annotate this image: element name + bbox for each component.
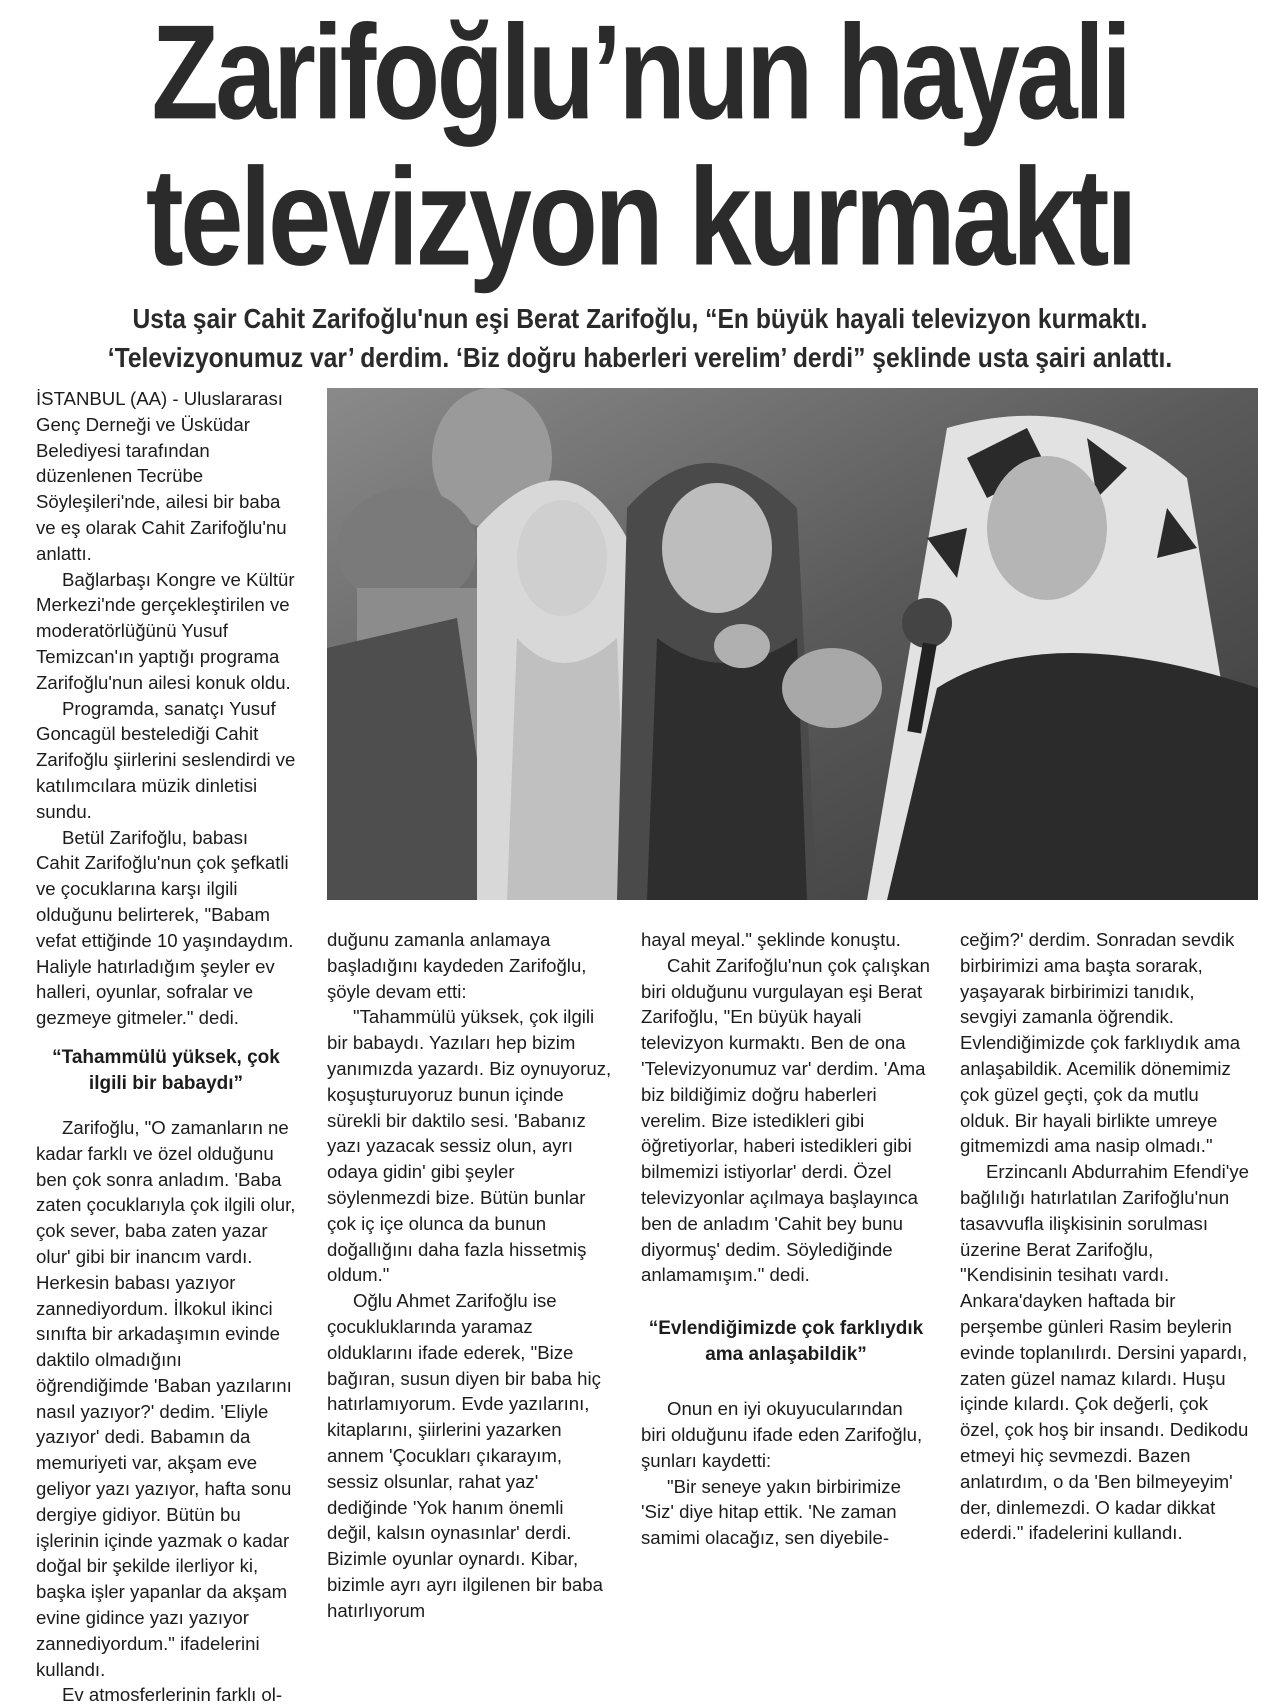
photo-illustration: [327, 388, 1258, 900]
article-column-2: [327, 927, 612, 1624]
paragraph: "Tahammülü yüksek, çok ilgili bir babaydı. Yazıları hep bizim yanımızda yazardı. Biz oynuyoruz, koşuşturuyoruz bunun içinde sürekli bir daktilo sesi. 'Babanız yazı yazacak sessiz olun, ayrı odaya gidin' gibi şeyler söylenmezdi bize. Bütün bunlar çok iç içe olunca da bunun doğallığını daha fazla hissetmiş oldum.": [327, 1006, 612, 1286]
paragraph: Betül Zarifoğlu, babası Cahit Zarifoğlu'nun çok şefkatli ve çocuklarına karşı ilgili olduğunu belirterek, "Babam vefat ettiğinde 10 yaşındaydım. Haliyle hatırladığım şeyler ev halleri, oyunlar, sofralar ve gezmeye gitmeler." dedi.: [36, 826, 294, 1029]
paragraph: Erzincanlı Abdurrahim Efendi'ye bağlılığı hatırlatılan Zarifoğlu'nun tasavvufla ilişkisinin sorulması üzerine Berat Zarifoğlu, "Kendisinin tesihatı vardı. Ankara'dayken haftada bir perşembe günleri Rasim beylerin evinde toplanılırdı. Dersini yapardı, zaten güzel namaz kılardı. Huşu içinde kılardı. Çok değerli, çok özel, çok hoş bir insandı. Dedikodu etmeyi hiç sevmezdi. Bazen anlatırdım, o da 'Ben bilmeyeyim' der, dinlemezdi. O kadar dikkat ederdi." ifadelerini kullandı.: [960, 1161, 1249, 1544]
subheadline-line-2: ‘Televizyonumuz var’ derdim. ‘Biz doğru haberleri verelim’ derdi” şeklinde usta şairi anlattı.: [107, 342, 1173, 373]
paragraph: duğunu zamanla anlamaya başladığını kaydeden Zarifoğlu, şöyle devam etti:: [327, 929, 587, 1002]
headline-line-2: televizyon kurmaktı: [145, 139, 1135, 294]
paragraph: Onun en iyi okuyucularından biri olduğunu ifade eden Zarifoğlu, şunları kaydetti:: [641, 1398, 923, 1471]
paragraph: Cahit Zarifoğlu'nun çok çalışkan biri olduğunu vurgulayan eşi Berat Zarifoğlu, "En büyük hayali televizyon kurmaktı. Ben de ona 'Televizyonumuz var' derdim. 'Ama biz bildiğimiz doğru haberleri verelim. Bize istedikleri gibi öğretiyorlar, haberi istedikleri gibi bilmemizi istiyorlar' derdi. Özel televizyonlar açılmaya başlayınca ben de anladım 'Cahit bey bunu diyormuş' dedim. Söylediğinde anlamamışım." dedi.: [641, 954, 930, 1286]
paragraph: Bağlarbaşı Kongre ve Kültür Merkezi'nde gerçekleştirilen ve moderatörlüğünü Yusuf Temizcan'ın yaptığı programa Zarifoğlu'nun ailesi konuk oldu.: [36, 568, 295, 693]
subtitle-babaydi: “Tahammülü yüksek, çok ilgili bir babaydı”: [52, 1046, 280, 1094]
paragraph: "Bir seneye yakın birbirimize 'Siz' diye hitap ettik. 'Ne zaman samimi olacağız, sen diyebile-: [641, 1475, 901, 1549]
subtitle-evlendigimizde: “Evlendiğimizde çok farklıydık ama anlaşabildik”: [648, 1318, 924, 1366]
article-photo: [327, 388, 1258, 900]
paragraph: Ev atmosferlerinin farklı ol-: [62, 1684, 283, 1706]
paragraph: Zarifoğlu, "O zamanların ne kadar farklı ve özel olduğunu ben çok sonra anladım. 'Baba zaten çocuklarıyla çok ilgili olur, çok sever, baba zaten yazar olur' gibi bir inancım vardı. Herkesin babası yazıyor zannediyordum. İlkokul ikinci sınıfta bir arkadaşımın evinde daktilo olmadığını öğrendiğimde 'Baban yazılarını nasıl yazıyor?' dedim. 'Eliyle yazıyor' dedi. Babamın da memuriyeti var, akşam eve geliyor yazı yazıyor, hafta sonu dergiye gidiyor. Bütün bu işlerinin içinde yazmak o kadar doğal bir şekilde ilerliyor ki, başka işler yapanlar da akşam evine gidince yazı yazıyor zannediyordum." ifadelerini kullandı.: [36, 1116, 296, 1680]
paragraph: hayal meyal." şeklinde konuştu.: [641, 929, 901, 950]
article-column-4: [960, 927, 1250, 1546]
paragraph: Oğlu Ahmet Zarifoğlu ise çocukluklarında yaramaz olduklarını ifade ederek, "Bize bağıran, susun diyen bir baba hiç hatırlamıyorum. Evde yazılarını, kitaplarını, şiirlerini yazarken annem 'Çocukları çıkarayım, sessiz olsunlar, rahat yaz' dediğinde 'Yok hanım önemli değil, kalsın oynasınlar' derdi. Bizimle oyunlar oynardı. Kibar, bizimle ayrı ayrı ilgilenen bir baba hatırlıyorum: [327, 1290, 603, 1621]
article-column-1: [36, 386, 296, 1708]
article-column-3: [641, 927, 931, 1551]
paragraph: İSTANBUL (AA) - Uluslararası Genç Derneği ve Üsküdar Belediyesi tarafından düzenlenen Tecrübe Söyleşileri'nde, ailesi bir baba ve eş olarak Cahit Zarifoğlu'nu anlattı.: [36, 388, 287, 564]
paragraph: ceğim?' derdim. Sonradan sevdik birbirimizi ama başta sorarak, yaşayarak birbirimizi tanıdık, sevgiyi zamanla öğrendik. Evlendiğimizde çok farklıydık ama anlaşabildik. Acemilik dönemimiz çok güzel geçti, çok da mutlu olduk. Bir hayali birlikte umreye gitmemizdi ama nasip olmadı.": [960, 929, 1241, 1157]
headline-line-1: Zarifoğlu’nun hayali: [151, 0, 1129, 148]
subheadline-line-1: Usta şair Cahit Zarifoğlu'nun eşi Berat Zarifoğlu, “En büyük hayali televizyon kurmaktı.: [132, 303, 1148, 334]
paragraph: Programda, sanatçı Yusuf Goncagül bestelediği Cahit Zarifoğlu şiirlerini seslendirdi ve katılımcılara müzik dinletisi sundu.: [36, 697, 296, 822]
